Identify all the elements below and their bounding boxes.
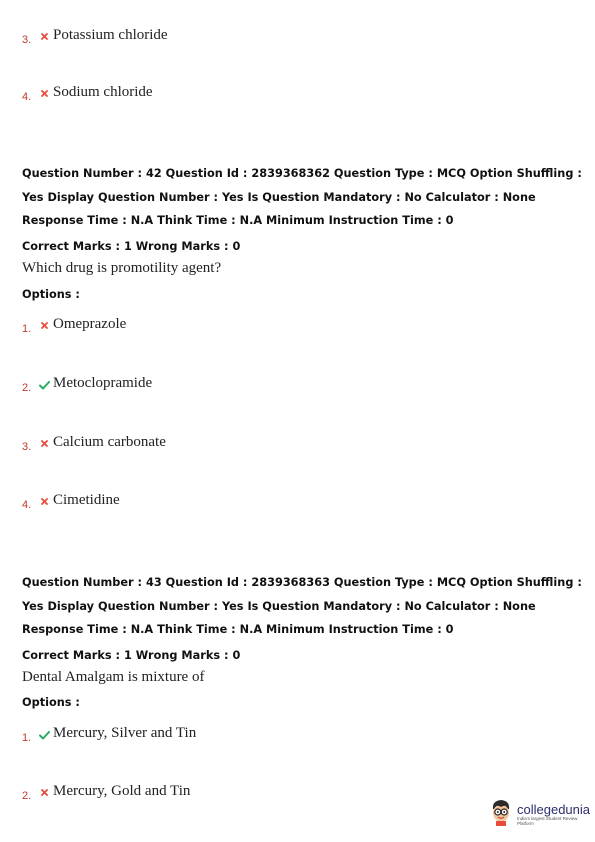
option-text: Mercury, Silver and Tin (53, 725, 197, 741)
options-label: Options : (22, 696, 80, 709)
checkmark-icon (38, 381, 50, 390)
option-number: 4. (22, 91, 32, 103)
option-text: Calcium carbonate (53, 434, 166, 450)
question-marks: Correct Marks : 1 Wrong Marks : 0 (22, 649, 241, 662)
question-marks: Correct Marks : 1 Wrong Marks : 0 (22, 240, 241, 253)
brand-name: collegedunia (517, 801, 591, 817)
cross-icon (38, 322, 50, 329)
option-text: Metoclopramide (53, 375, 153, 391)
cross-icon (38, 440, 50, 447)
question-meta: Question Number : 42 Question Id : 2839368362 Question Type : MCQ Option Shuffling : Yes Display Question Number : Yes Is Question Mandatory : No Calculator : None Response Time : N.A Think Time : N.A Minimum Instruction Time : 0 (22, 167, 582, 227)
brand-tagline: India's largest Student Review Platform (517, 815, 578, 826)
option-3 (22, 26, 168, 46)
question-meta: Question Number : 43 Question Id : 2839368363 Question Type : MCQ Option Shuffling : Yes Display Question Number : Yes Is Question Mandatory : No Calculator : None Response Time : N.A Think Time : N.A Minimum Instruction Time : 0 (22, 576, 582, 636)
option-1 (22, 724, 196, 744)
option-2 (22, 374, 152, 394)
option-4 (22, 491, 120, 511)
option-number: 4. (22, 499, 32, 511)
option-text: Cimetidine (53, 492, 120, 508)
option-text: Mercury, Gold and Tin (53, 783, 191, 799)
option-number: 1. (22, 323, 32, 335)
option-3 (22, 433, 166, 453)
option-1 (22, 315, 126, 335)
option-number: 2. (22, 790, 32, 802)
cross-icon (38, 789, 50, 796)
options-label: Options : (22, 288, 80, 301)
option-4 (22, 83, 153, 103)
mascot-icon (488, 798, 514, 830)
question-text: Which drug is promotility agent? (22, 260, 222, 276)
cross-icon (38, 498, 50, 505)
checkmark-icon (38, 731, 50, 740)
question-text: Dental Amalgam is mixture of (22, 669, 205, 685)
option-number: 1. (22, 732, 32, 744)
cross-icon (38, 90, 50, 97)
option-2 (22, 782, 190, 802)
option-number: 3. (22, 34, 32, 46)
cross-icon (38, 33, 50, 40)
option-text: Sodium chloride (53, 84, 153, 100)
option-text: Omeprazole (53, 316, 127, 332)
option-number: 3. (22, 441, 32, 453)
option-text: Potassium chloride (53, 27, 168, 43)
option-number: 2. (22, 382, 32, 394)
collegedunia-logo (488, 798, 595, 830)
